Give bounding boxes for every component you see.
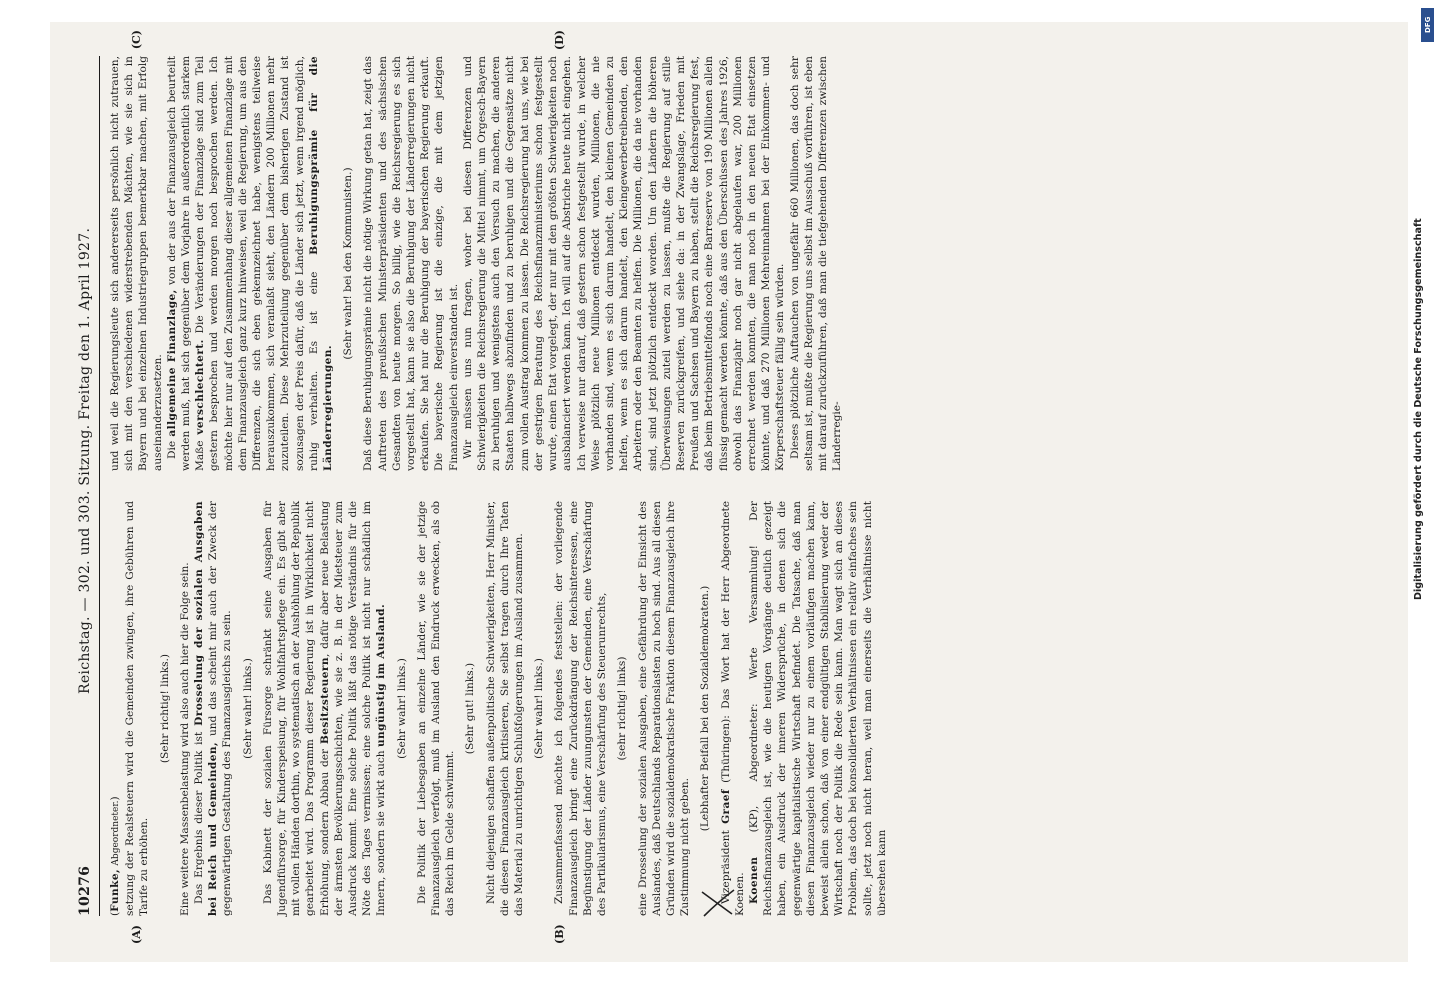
paragraph: eine Drosselung der sozialen Ausgaben, eine Gefährdung der Einsicht des Auslandes, daß Deutschlands Reparationslasten zu hoch sind. Aus all diesen Gründen wird die sozialdemokratische Fraktion diesem Finanzausgleich ihre Zustimmung nicht geben. xyxy=(636,501,692,916)
paragraph: Dieses plötzliche Auftauchen von ungefähr 660 Millionen, das doch sehr seltsam ist, mußte die Regierung uns selbst im Ausschuß vorführen, ist eben mit darauf zurückzuführen, daß man die tiefgehenden Differenzen zwischen Länderregie- xyxy=(788,56,844,471)
margin-marker-a: (A) xyxy=(130,925,143,944)
page-title: Reichstag. — 302. und 303. Sitzung. Freitag den 1. April 1927. xyxy=(77,227,93,694)
paragraph: Die Politik der Liebesgaben an einzelne Länder, wie sie der jetzige Finanzausgleich verfolgt, muß im Ausland den Eindruck erwecken, als ob das Reich im Gelde schwimmt. xyxy=(415,501,457,916)
interjection: (Sehr wahr! links.) xyxy=(395,658,408,759)
paragraph: Koenen (KP), Abgeordneter: Werte Versammlung! Der Reichsfinanzausgleich ist, wie die heutigen Vorgänge deutlich gezeigt haben, ein Ausdruck der inneren Widersprüche, in denen sich die gegenwärtige kapitalistische Wirtschaft befindet. Die Tatsache, daß man diesen Finanzausgleich wieder nur zu einem vorläufigen machen kann, beweist allein schon, daß von einer endgültigen Stabilisierung weder der Wirtschaft noch der Politik die Rede sein kann. Man wagt sich an dieses Problem, das doch bei konsolidierten Verhältnissen ein relativ einfaches sein sollte, jetzt noch nicht heran, weil man einerseits die Verhältnisse nicht übersehen kann xyxy=(747,501,888,916)
paragraph: Wir müssen uns nun fragen, woher bei diesen Differenzen und Schwierigkeiten die Reichsregierung die Mittel nimmt, um Orgesch-Bayern zu beruhigen und wenigstens auch den Versuch zu machen, die anderen Staaten halbwegs abzufinden und zu beruhigen und die Gegensätze nicht zum vollen Austrag kommen zu lassen. Die Reichsregierung hat uns, wie bei der gestrigen Beratung des Reichsfinanzministeriums schon festgestellt wurde, einen Etat vorgelegt, der nur mit den größten Schwierigkeiten noch ausbalanciert werden kann. Ich will auf die Abstriche heute nicht eingehen. Ich verweise nur darauf, daß gestern schon festgestellt wurde, in welcher Weise plötzlich neue Millionen entdeckt wurden, Millionen, die nie vorhanden sind, wenn es sich darum handelt, den kleinen Gemeinden zu helfen, wenn es sich darum handelt, den Kleingewerbetreibenden, den Arbeitern oder den Beamten zu helfen. Die Millionen, die da nie vorhanden sind, sind jetzt plötzlich entdeckt worden. Um den Ländern die höheren Überweisungen zuteil werden zu lassen, mußte die Regierung auf stille Reserven zurückgreifen, und siehe da: in der Zwangslage, Frieden mit Preußen und Sachsen und Bayern zu haben, stellt die Reichsregierung fest, daß beim Betriebsmittelfonds noch eine Barreserve von 190 Millionen allein flüssig gemacht werden könnte, daß aus den Überschüssen des Jahres 1926, obwohl das Finanzjahr noch gar nicht abgelaufen war, 200 Millionen errechnet werden konnten, die man noch in den neuen Etat einsetzen könnte, und daß 270 Millionen Mehreinnahmen bei der Einkommen- und Körperschaftsteuer fällig sein würden. xyxy=(461,56,787,471)
page-header xyxy=(76,56,100,916)
interjection: (Sehr wahr! links.) xyxy=(533,658,546,759)
interjection: (Lebhafter Beifall bei den Sozialdemokraten.) xyxy=(699,585,712,832)
paragraph: setzung der Realsteuern wird die Gemeinden zwingen, ihre Gebühren und Tarife zu erhöhen. xyxy=(124,501,151,916)
text-columns xyxy=(108,30,889,944)
paragraph: Daß diese Beruhigungsprämie nicht die nötige Wirkung getan hat, zeigt das Auftreten des preußischen Ministerpräsidenten und des sächsischen Gesandten von heute morgen. So billig, wie die Reichsregierung es sich vorgestellt hat, kann sie also die Beruhigung der Länderregierungen nicht erkaufen. Sie hat nur die Beruhigung der bayerischen Regierung erkauft. Die bayerische Regierung ist die einzige, die mit dem jetzigen Finanzausgleich einverstanden ist. xyxy=(362,56,460,471)
margin-marker-d: (D) xyxy=(553,30,566,50)
paragraph: Nicht diejenigen schaffen außenpolitische Schwierigkeiten, Herr Minister, die diesen Finanzausgleich kritisieren, Sie selbst tragen durch Ihre Taten das Material zu unrichtigen Schlußfolgerungen im Ausland zusammen. xyxy=(484,501,526,916)
page-number: 10276 xyxy=(77,865,93,916)
interjection: (Sehr richtig! links.) xyxy=(158,653,171,764)
interjection: (Sehr wahr! links.) xyxy=(241,658,254,759)
interjection: (Sehr gut! links.) xyxy=(464,662,477,755)
paragraph: Eine weitere Massenbelastung wird also auch hier die Folge sein. xyxy=(178,562,191,916)
paragraph: Die allgemeine Finanzlage, von der aus der Finanzausgleich beurteilt werden muß, hat sich gegenüber dem Vorjahre in außerordentlich starkem Maße verschlechtert. Die Veränderungen der Finanzlage sind zum Teil gestern besprochen und werden morgen noch besprochen werden. Ich möchte hier nur auf den Zusammenhang dieser allgemeinen Finanzlage mit dem Finanzausgleich ganz kurz hinweisen, weil die Regierung, um aus den Differenzen, die sich eben gekennzeichnet habe, wenigstens teilweise herauszukommen, sich veranlaßt sieht, den Ländern 200 Millionen mehr zuzuteilen. Diese Mehrzuteilung gegenüber dem bisherigen Zustand ist sozusagen der Preis dafür, daß die Länder sich jetzt, wenn irgend möglich, ruhig verhalten. Es ist eine Beruhigungsprämie für die Länderregierungen. xyxy=(165,55,335,471)
paragraph: Das Ergebnis dieser Politik ist Drosselung der sozialen Ausgaben bei Reich und Gemeinden, und das scheint mir auch der Zweck der gegenwärtigen Gestaltung des Finanzausgleichs zu sein. xyxy=(193,501,234,916)
interjection: (sehr richtig! links) xyxy=(616,656,629,761)
right-column xyxy=(108,30,889,471)
paragraph: (Funke, Abgeordneter.) xyxy=(109,796,121,916)
paragraph: und weil die Regierungsleute sich andererseits persönlich nicht zutrauen, sich mit den verschiedenen widerstrebenden Mächten, wie sie sich in Bayern und bei einzelnen Industriegruppen bemerkbar machen, mit Erfolg auseinanderzusetzen. xyxy=(109,56,164,471)
interjection: (Sehr wahr! bei den Kommunisten.) xyxy=(342,167,355,360)
scanned-page xyxy=(50,22,1410,962)
margin-marker-c: (C) xyxy=(130,30,143,50)
digitization-credit: Digitalisierung gefördert durch die Deutsche Forschungsgemeinschaft xyxy=(1413,218,1424,600)
paragraph: Vizepräsident Graef (Thüringen): Das Wort hat der Herr Abgeordnete Koenen. xyxy=(719,500,746,916)
margin-marker-b: (B) xyxy=(553,924,566,944)
paragraph: Zusammenfassend möchte ich folgendes feststellen: der vorliegende Finanzausgleich bringt eine Zurückdrängung der Reichsinteressen, eine Begünstigung der Länder zuungunsten der Gemeinden, eine Verschärfung des Partikularismus, eine Verschärfung des Steuerunrechts, xyxy=(553,501,609,916)
left-column xyxy=(108,500,889,944)
dfg-logo: DFG xyxy=(1421,8,1434,42)
pencil-mark-icon xyxy=(698,886,738,920)
paragraph: Das Kabinett der sozialen Fürsorge schränkt seine Ausgaben für Jugendfürsorge, für Kinderspeisung, für Wohlfahrtspflege ein. Es gibt aber mit vollen Händen dorthin, wo systematisch an der Aushöhlung der Republik gearbeitet wird. Das Programm dieser Regierung ist in Wirklichkeit nicht Erhöhung, sondern Abbau der Besitzsteuern, dafür aber neue Belastung der ärmsten Bevölkerungsschichten, wie sie z. B. in der Mietsteuer zum Ausdruck kommt. Eine solche Politik läßt das nötige Verständnis für die Nöte des Tages vermissen; eine solche Politik ist nicht nur schädlich im Innern, sondern sie wirkt auch ungünstig im Ausland. xyxy=(261,501,388,916)
